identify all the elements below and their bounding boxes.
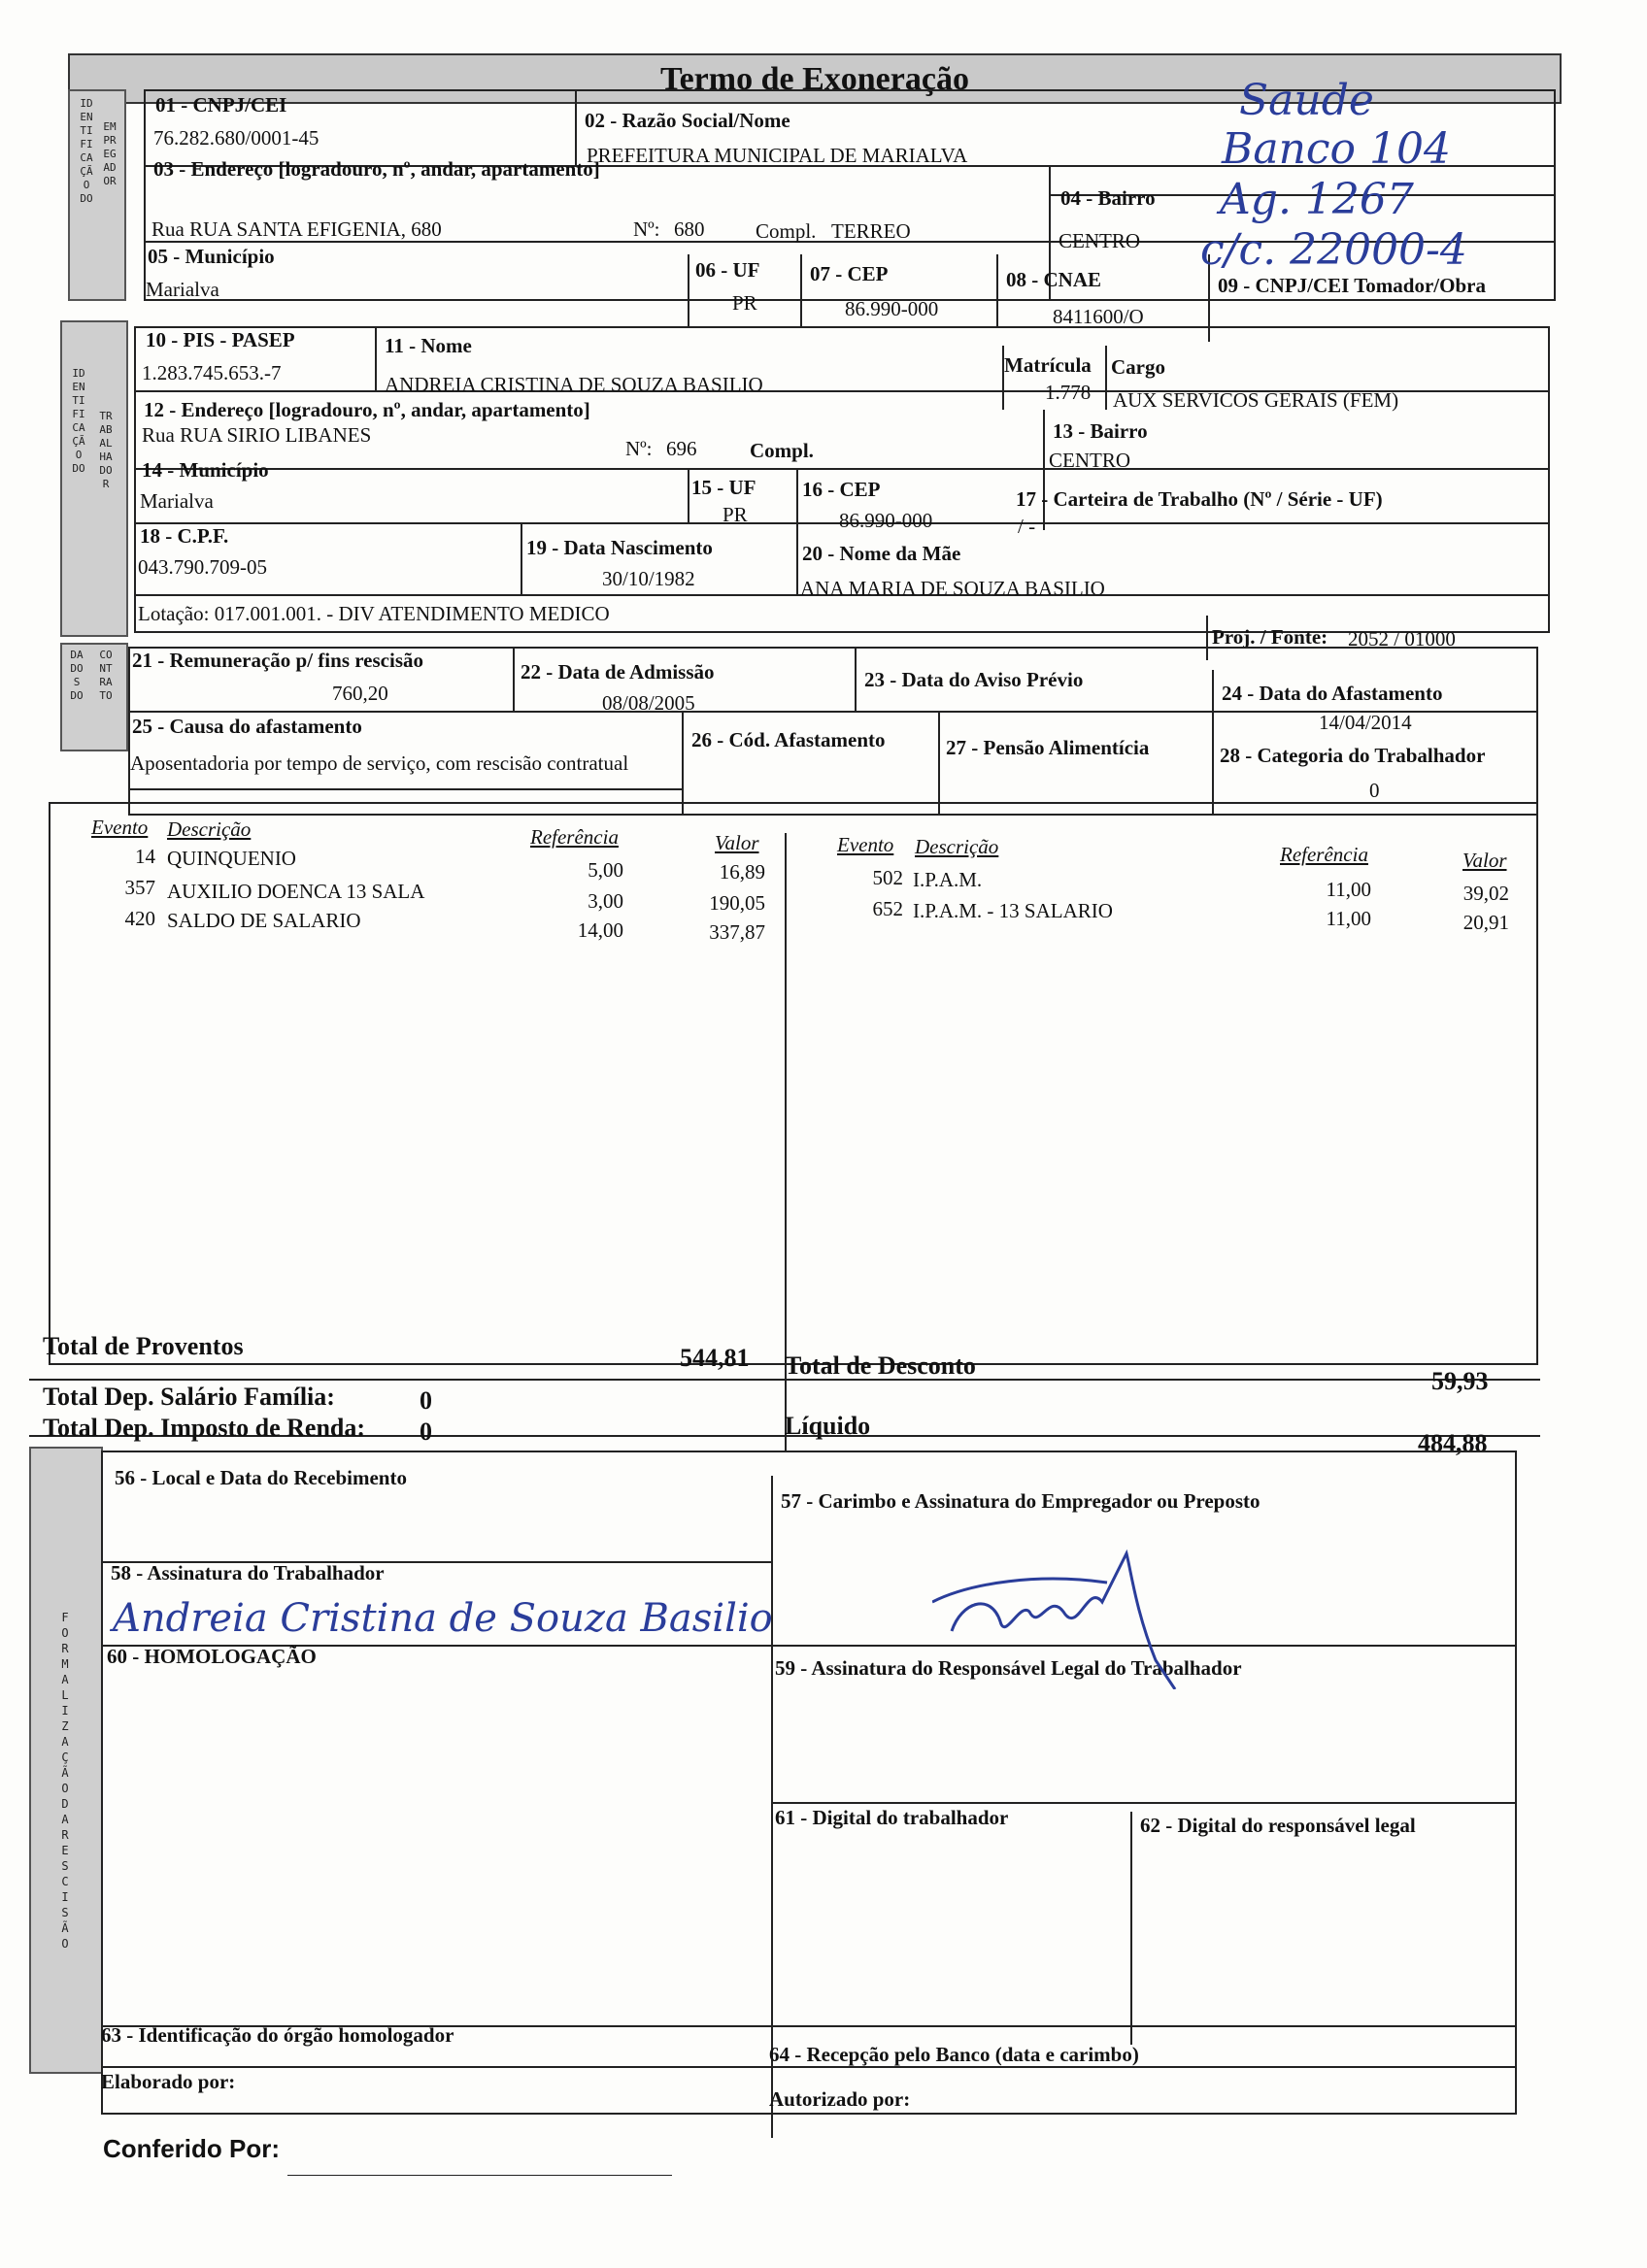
uf-value: PR [732, 291, 757, 315]
endereco-value: Rua RUA SANTA EFIGENIA, 680 [151, 217, 442, 241]
imposto-renda-value: 0 [420, 1418, 432, 1446]
pensao-label: 27 - Pensão Alimentícia [946, 736, 1150, 759]
matricula-label: Matrícula [1004, 353, 1092, 377]
remuneracao-label: 21 - Remuneração p/ fins rescisão [132, 649, 423, 672]
pis-value: 1.283.745.653.-7 [142, 361, 282, 384]
desconto-referencia: 11,00 [1326, 907, 1371, 930]
compl-value: TERREO [831, 219, 911, 243]
nome-value: ANDREIA CRISTINA DE SOUZA BASILIO [385, 373, 763, 396]
bairro-value: CENTRO [1059, 229, 1140, 252]
conferido-label: Conferido Por: [103, 2134, 280, 2163]
col-header-evento: Evento [91, 816, 149, 839]
liquido-label: Líquido [785, 1412, 871, 1440]
provento-valor: 16,89 [719, 860, 765, 884]
razao-label: 02 - Razão Social/Nome [585, 109, 790, 132]
handwritten-note: c/c. 22000-4 [1200, 225, 1467, 275]
proj-value: 2052 / 01000 [1348, 627, 1456, 650]
orgao-homologador-label: 63 - Identificação do órgão homologador [101, 2023, 454, 2047]
provento-evento: 420 [124, 907, 155, 930]
provento-evento: 357 [124, 876, 155, 899]
assinatura-trabalhador-label: 58 - Assinatura do Trabalhador [111, 1561, 385, 1584]
provento-valor: 190,05 [709, 891, 765, 915]
nascimento-label: 19 - Data Nascimento [526, 536, 713, 559]
col-header-descricao: Descrição [167, 817, 252, 841]
admissao-label: 22 - Data de Admissão [521, 660, 715, 684]
digital-trabalhador-label: 61 - Digital do trabalhador [775, 1806, 1009, 1829]
endereco-label: 03 - Endereço [logradouro, nº, andar, apartamento] [153, 157, 600, 181]
sidebar-label: IDENTIFICAÇÃO DO [72, 367, 85, 475]
aviso-label: 23 - Data do Aviso Prévio [864, 668, 1084, 691]
homologacao-label: 60 - HOMOLOGAÇÃO [107, 1645, 317, 1668]
endereco-value: Rua RUA SIRIO LIBANES [142, 423, 372, 447]
col-header-referencia: Referência [1280, 843, 1368, 866]
numero-label: Nº: [625, 437, 653, 460]
sidebar-contrato [60, 643, 128, 751]
remuneracao-value: 760,20 [332, 682, 388, 705]
cnae-label: 08 - CNAE [1006, 268, 1101, 291]
digital-responsavel-label: 62 - Digital do responsável legal [1140, 1814, 1416, 1837]
trabalhador-signature: Andreia Cristina de Souza Basilio [113, 1596, 773, 1641]
cep-value: 86.990-000 [839, 509, 933, 532]
sidebar-label: EMPREGADOR [103, 120, 117, 187]
sidebar-label: IDENTIFICAÇÃO DO [80, 97, 93, 205]
nascimento-value: 30/10/1982 [602, 567, 695, 590]
municipio-value: Marialva [140, 489, 214, 513]
provento-descricao: AUXILIO DOENCA 13 SALA [167, 880, 425, 903]
ctps-value: / - [1018, 515, 1036, 538]
provento-valor: 337,87 [709, 920, 765, 944]
tomador-label: 09 - CNPJ/CEI Tomador/Obra [1218, 274, 1486, 297]
formalizacao-section [101, 1451, 1517, 2115]
sidebar-label: TRABALHADOR [99, 410, 113, 490]
salario-familia-value: 0 [420, 1386, 432, 1415]
handwritten-note: Ag. 1267 [1220, 175, 1414, 224]
bairro-value: CENTRO [1049, 449, 1130, 472]
carimbo-label: 57 - Carimbo e Assinatura do Empregador ou Preposto [781, 1489, 1260, 1513]
responsavel-label: 59 - Assinatura do Responsável Legal do Trabalhador [775, 1656, 1242, 1680]
col-header-descricao: Descrição [915, 835, 999, 858]
handwritten-note: Banco 104 [1222, 124, 1452, 174]
mae-value: ANA MARIA DE SOUZA BASILIO [800, 577, 1105, 600]
ctps-label: 17 - Carteira de Trabalho (Nº / Série - UF) [1016, 487, 1383, 511]
mae-label: 20 - Nome da Mãe [802, 542, 961, 565]
desconto-referencia: 11,00 [1326, 878, 1371, 901]
conferido-line [287, 2175, 672, 2176]
cnae-value: 8411600/O [1053, 305, 1144, 328]
endereco-label: 12 - Endereço [logradouro, nº, andar, apartamento] [144, 398, 590, 421]
provento-descricao: SALDO DE SALARIO [167, 909, 361, 932]
desconto-evento: 502 [872, 866, 903, 889]
afastamento-value: 14/04/2014 [1319, 711, 1412, 734]
col-header-evento: Evento [837, 833, 894, 856]
col-header-referencia: Referência [530, 825, 619, 849]
provento-descricao: QUINQUENIO [167, 847, 296, 870]
numero-value: 696 [666, 437, 697, 460]
nome-label: 11 - Nome [385, 334, 472, 357]
uf-value: PR [723, 503, 748, 526]
provento-referencia: 5,00 [588, 858, 623, 882]
razao-value: PREFEITURA MUNICIPAL DE MARIALVA [587, 144, 968, 167]
total-desconto-value: 59,93 [1431, 1367, 1489, 1395]
cep-label: 16 - CEP [802, 478, 881, 501]
cpf-value: 043.790.709-05 [138, 555, 267, 579]
lotacao-value: Lotação: 017.001.001. - DIV ATENDIMENTO MEDICO [138, 602, 610, 625]
local-data-label: 56 - Local e Data do Recebimento [115, 1466, 407, 1489]
col-header-valor: Valor [1462, 849, 1507, 872]
uf-label: 06 - UF [695, 258, 760, 282]
categoria-label: 28 - Categoria do Trabalhador [1220, 744, 1486, 767]
municipio-label: 14 - Município [142, 458, 269, 482]
total-proventos-label: Total de Proventos [43, 1332, 244, 1360]
admissao-value: 08/08/2005 [602, 691, 695, 715]
municipio-value: Marialva [146, 278, 219, 301]
desconto-valor: 39,02 [1462, 882, 1509, 905]
handwritten-note: Saude [1239, 76, 1374, 125]
autorizado-label: Autorizado por: [769, 2087, 911, 2111]
provento-referencia: 3,00 [588, 889, 623, 913]
compl-label: Compl. [756, 219, 817, 243]
desconto-valor: 20,91 [1462, 911, 1509, 934]
salario-familia-label: Total Dep. Salário Família: [43, 1383, 335, 1411]
desconto-descricao: I.P.A.M. - 13 SALARIO [913, 899, 1113, 922]
proj-label: Proj. / Fonte: [1212, 625, 1328, 649]
cep-value: 86.990-000 [845, 297, 939, 320]
document-title: Termo de Exoneração [660, 61, 969, 97]
cnpj-label: 01 - CNPJ/CEI [155, 93, 287, 117]
sidebar-label: CONTRATO [99, 649, 113, 702]
empregador-signature [932, 1544, 1204, 1689]
pis-label: 10 - PIS - PASEP [146, 328, 295, 351]
sidebar-label: DADOS DO [70, 649, 84, 702]
afastamento-label: 24 - Data do Afastamento [1222, 682, 1443, 705]
sidebar-trabalhador [60, 320, 128, 637]
causa-value: Aposentadoria por tempo de serviço, com rescisão contratual [130, 751, 629, 775]
cep-label: 07 - CEP [810, 262, 889, 285]
desconto-evento: 652 [872, 897, 903, 920]
col-header-valor: Valor [715, 831, 759, 854]
elaborado-label: Elaborado por: [101, 2070, 236, 2093]
liquido-value: 484,88 [1418, 1429, 1488, 1457]
categoria-value: 0 [1369, 779, 1380, 802]
total-desconto-label: Total de Desconto [785, 1351, 976, 1380]
municipio-label: 05 - Município [148, 245, 275, 268]
numero-value: 680 [674, 217, 705, 241]
cnpj-value: 76.282.680/0001-45 [153, 126, 319, 150]
cargo-value: AUX SERVICOS GERAIS (FEM) [1113, 388, 1399, 412]
provento-evento: 14 [135, 845, 155, 868]
cpf-label: 18 - C.P.F. [140, 524, 229, 548]
sidebar-label: FORMALIZAÇÃO DA RESCISÃO [61, 1611, 69, 1951]
bairro-label: 13 - Bairro [1053, 419, 1148, 443]
desconto-descricao: I.P.A.M. [913, 868, 983, 891]
cargo-label: Cargo [1111, 355, 1165, 379]
imposto-renda-label: Total Dep. Imposto de Renda: [43, 1414, 366, 1442]
total-proventos-value: 544,81 [680, 1344, 750, 1372]
recepcao-banco-label: 64 - Recepção pelo Banco (data e carimbo) [769, 2043, 1139, 2066]
compl-label: Compl. [750, 439, 814, 462]
causa-label: 25 - Causa do afastamento [132, 715, 362, 738]
sidebar-empregador [68, 89, 126, 301]
uf-label: 15 - UF [691, 476, 756, 499]
matricula-value: 1.778 [1045, 381, 1092, 404]
sidebar-formalizacao [29, 1447, 103, 2074]
provento-referencia: 14,00 [577, 918, 623, 942]
numero-label: Nº: [633, 217, 660, 241]
cod-afastamento-label: 26 - Cód. Afastamento [691, 728, 886, 751]
bairro-label: 04 - Bairro [1060, 186, 1156, 210]
